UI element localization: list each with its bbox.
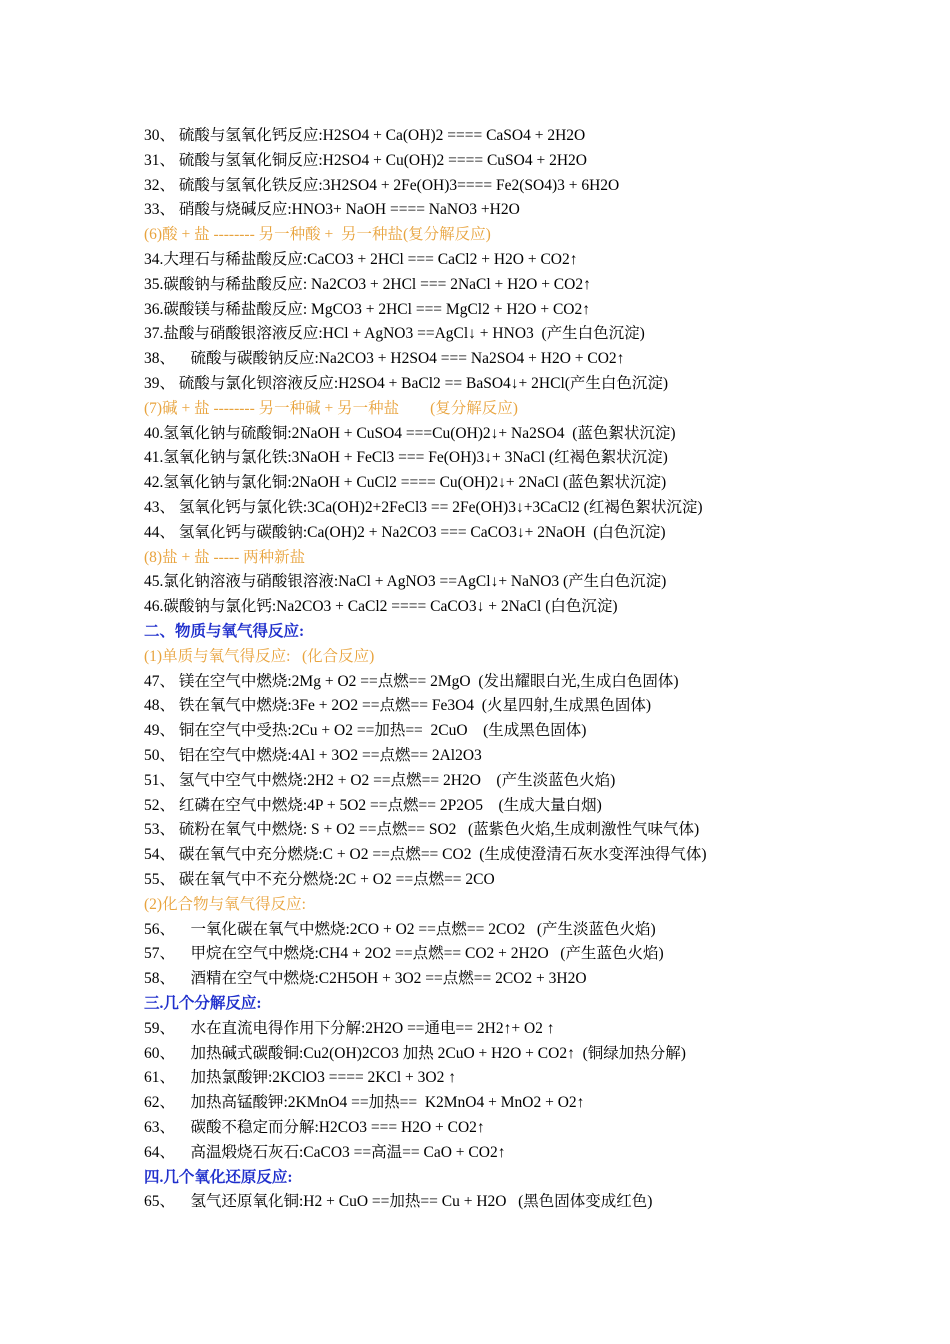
equation-line-45: 45.氯化钠溶液与硝酸银溶液:NaCl + AgNO3 ==AgCl↓+ NaNO3 (产生白色沉淀)	[144, 573, 667, 591]
section-heading-3: 三.几个分解反应:	[144, 995, 262, 1012]
equation-line-44: 44、 氢氧化钙与碳酸钠:Ca(OH)2 + Na2CO3 === CaCO3↓+ 2NaOH (白色沉淀)	[144, 523, 666, 541]
equation-line-35: 35.碳酸钠与稀盐酸反应: Na2CO3 + 2HCl === 2NaCl + H2O + CO2↑	[144, 275, 591, 293]
equation-line-52: 52、 红磷在空气中燃烧:4P + 5O2 ==点燃== 2P2O5 (生成大量白烟)	[144, 796, 602, 814]
equation-line-30: 30、 硫酸与氢氧化钙反应:H2SO4 + Ca(OH)2 ==== CaSO4 + 2H2O	[144, 127, 586, 144]
equation-line-58: 58、 酒精在空气中燃烧:C2H5OH + 3O2 ==点燃== 2CO2 + 3H2O	[144, 970, 587, 988]
subsection-heading-8: (8)盐 + 盐 ----- 两种新盐	[144, 548, 306, 566]
equation-line-48: 48、 铁在氧气中燃烧:3Fe + 2O2 ==点燃== Fe3O4 (火星四射,生成黑色固体)	[144, 697, 651, 715]
equation-line-57: 57、 甲烷在空气中燃烧:CH4 + 2O2 ==点燃== CO2 + 2H2O (产生蓝色火焰)	[144, 945, 664, 963]
equation-line-46: 46.碳酸钠与氯化钙:Na2CO3 + CaCl2 ==== CaCO3↓ + 2NaCl (白色沉淀)	[144, 598, 618, 616]
equation-line-53: 53、 硫粉在氧气中燃烧: S + O2 ==点燃== SO2 (蓝紫色火焰,生成刺激性气味气体)	[144, 821, 700, 839]
equation-line-33: 33、 硝酸与烧碱反应:HNO3+ NaOH ==== NaNO3 +H2O	[144, 201, 520, 219]
equation-line-62: 62、 加热高锰酸钾:2KMnO4 ==加热== K2MnO4 + MnO2 + O2↑	[144, 1094, 585, 1112]
equation-line-31: 31、 硫酸与氢氧化铜反应:H2SO4 + Cu(OH)2 ==== CuSO4 + 2H2O	[144, 151, 587, 169]
equation-line-55: 55、 碳在氧气中不充分燃烧:2C + O2 ==点燃== 2CO	[144, 871, 495, 888]
equation-line-60: 60、 加热碱式碳酸铜:Cu2(OH)2CO3 加热 2CuO + H2O + CO2↑ (铜绿加热分解)	[144, 1044, 686, 1062]
subsection-heading-6: (6)酸 + 盐 -------- 另一种酸 + 另一种盐(复分解反应)	[144, 226, 491, 244]
equation-line-64: 64、 高温煅烧石灰石:CaCO3 ==高温== CaO + CO2↑	[144, 1143, 506, 1161]
section-heading-2: 二、物质与氧气得反应:	[144, 623, 305, 640]
subsection-heading-7: (7)碱 + 盐 -------- 另一种碱 + 另一种盐 (复分解反应)	[144, 399, 518, 417]
subsection-heading-2-1: (1)单质与氧气得反应: (化合反应)	[144, 647, 375, 665]
equation-line-61: 61、 加热氯酸钾:2KClO3 ==== 2KCl + 3O2 ↑	[144, 1069, 456, 1087]
equation-line-40: 40.氢氧化钠与硫酸铜:2NaOH + CuSO4 ===Cu(OH)2↓+ Na2SO4 (蓝色絮状沉淀)	[144, 424, 676, 442]
equation-line-38: 38、 硫酸与碳酸钠反应:Na2CO3 + H2SO4 === Na2SO4 + H2O + CO2↑	[144, 350, 625, 368]
equation-line-63: 63、 碳酸不稳定而分解:H2CO3 === H2O + CO2↑	[144, 1119, 485, 1136]
equation-line-59: 59、 水在直流电得作用下分解:2H2O ==通电== 2H2↑+ O2 ↑	[144, 1019, 555, 1037]
equation-line-34: 34.大理石与稀盐酸反应:CaCO3 + 2HCl === CaCl2 + H2O + CO2↑	[144, 251, 578, 268]
equation-line-51: 51、 氢气中空气中燃烧:2H2 + O2 ==点燃== 2H2O (产生淡蓝色火焰)	[144, 771, 616, 789]
equation-line-47: 47、 镁在空气中燃烧:2Mg + O2 ==点燃== 2MgO (发出耀眼白光,生成白色固体)	[144, 672, 679, 690]
equation-line-49: 49、 铜在空气中受热:2Cu + O2 ==加热== 2CuO (生成黑色固体)	[144, 722, 587, 740]
equation-line-37: 37.盐酸与硝酸银溶液反应:HCl + AgNO3 ==AgCl↓ + HNO3 (产生白色沉淀)	[144, 325, 645, 343]
equation-line-43: 43、 氢氧化钙与氯化铁:3Ca(OH)2+2FeCl3 == 2Fe(OH)3↓+3CaCl2 (红褐色絮状沉淀)	[144, 499, 703, 516]
equation-line-42: 42.氢氧化钠与氯化铜:2NaOH + CuCl2 ==== Cu(OH)2↓+ 2NaCl (蓝色絮状沉淀)	[144, 474, 667, 492]
equation-line-36: 36.碳酸镁与稀盐酸反应: MgCO3 + 2HCl === MgCl2 + H2O + CO2↑	[144, 300, 591, 318]
equation-line-41: 41.氢氧化钠与氯化铁:3NaOH + FeCl3 === Fe(OH)3↓+ 3NaCl (红褐色絮状沉淀)	[144, 449, 668, 467]
equation-line-65: 65、 氢气还原氧化铜:H2 + CuO ==加热== Cu + H2O (黑色固体变成红色)	[144, 1193, 653, 1211]
equation-line-32: 32、 硫酸与氢氧化铁反应:3H2SO4 + 2Fe(OH)3==== Fe2(SO4)3 + 6H2O	[144, 176, 620, 194]
equation-line-39: 39、 硫酸与氯化钡溶液反应:H2SO4 + BaCl2 == BaSO4↓+ 2HCl(产生白色沉淀)	[144, 375, 669, 392]
equation-line-50: 50、 铝在空气中燃烧:4Al + 3O2 ==点燃== 2Al2O3	[144, 747, 482, 764]
subsection-heading-2-2: (2)化合物与氧气得反应:	[144, 895, 306, 913]
section-heading-4: 四.几个氧化还原反应:	[144, 1168, 293, 1186]
equation-line-56: 56、 一氧化碳在氧气中燃烧:2CO + O2 ==点燃== 2CO2 (产生淡蓝色火焰)	[144, 920, 656, 938]
equation-line-54: 54、 碳在氧气中充分燃烧:C + O2 ==点燃== CO2 (生成使澄清石灰水变浑浊得气体)	[144, 846, 707, 864]
